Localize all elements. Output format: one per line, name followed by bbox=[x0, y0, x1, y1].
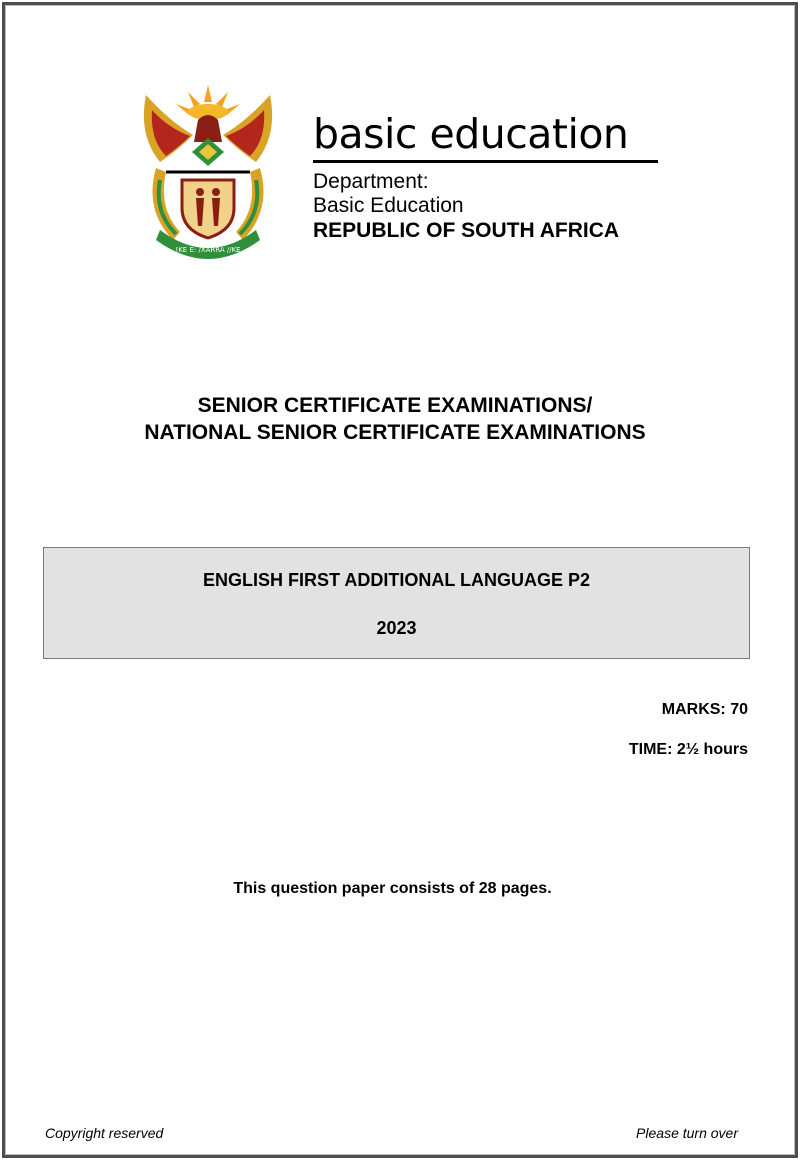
subject-name: ENGLISH FIRST ADDITIONAL LANGUAGE P2 bbox=[202, 570, 591, 590]
brand-text bbox=[313, 110, 663, 244]
marks-time-block bbox=[629, 700, 748, 780]
motto-text: !KE E: /XARRA //KE bbox=[175, 246, 241, 254]
department-name: Basic Education bbox=[313, 194, 464, 217]
country-name: REPUBLIC OF SOUTH AFRICA bbox=[313, 219, 620, 242]
brand-name: basic education bbox=[313, 110, 629, 158]
subject-year: 2023 bbox=[376, 618, 417, 638]
header-logo bbox=[138, 80, 663, 260]
department-label: Department: bbox=[313, 170, 429, 193]
exam-title-line-1: SENIOR CERTIFICATE EXAMINATIONS/ bbox=[197, 394, 593, 417]
exam-title-line-2: NATIONAL SENIOR CERTIFICATE EXAMINATIONS bbox=[144, 421, 646, 444]
marks-value: MARKS: 70 bbox=[661, 701, 748, 718]
exam-title bbox=[0, 392, 790, 446]
brand-underline bbox=[313, 160, 658, 163]
time-value: TIME: 2½ hours bbox=[628, 741, 748, 758]
page-count-note: This question paper consists of 28 pages. bbox=[233, 880, 552, 897]
copyright-footer: Copyright reserved bbox=[45, 1125, 164, 1141]
subject-box bbox=[43, 547, 750, 659]
coat-of-arms-emblem bbox=[138, 80, 278, 260]
turn-over-footer: Please turn over bbox=[636, 1125, 738, 1141]
